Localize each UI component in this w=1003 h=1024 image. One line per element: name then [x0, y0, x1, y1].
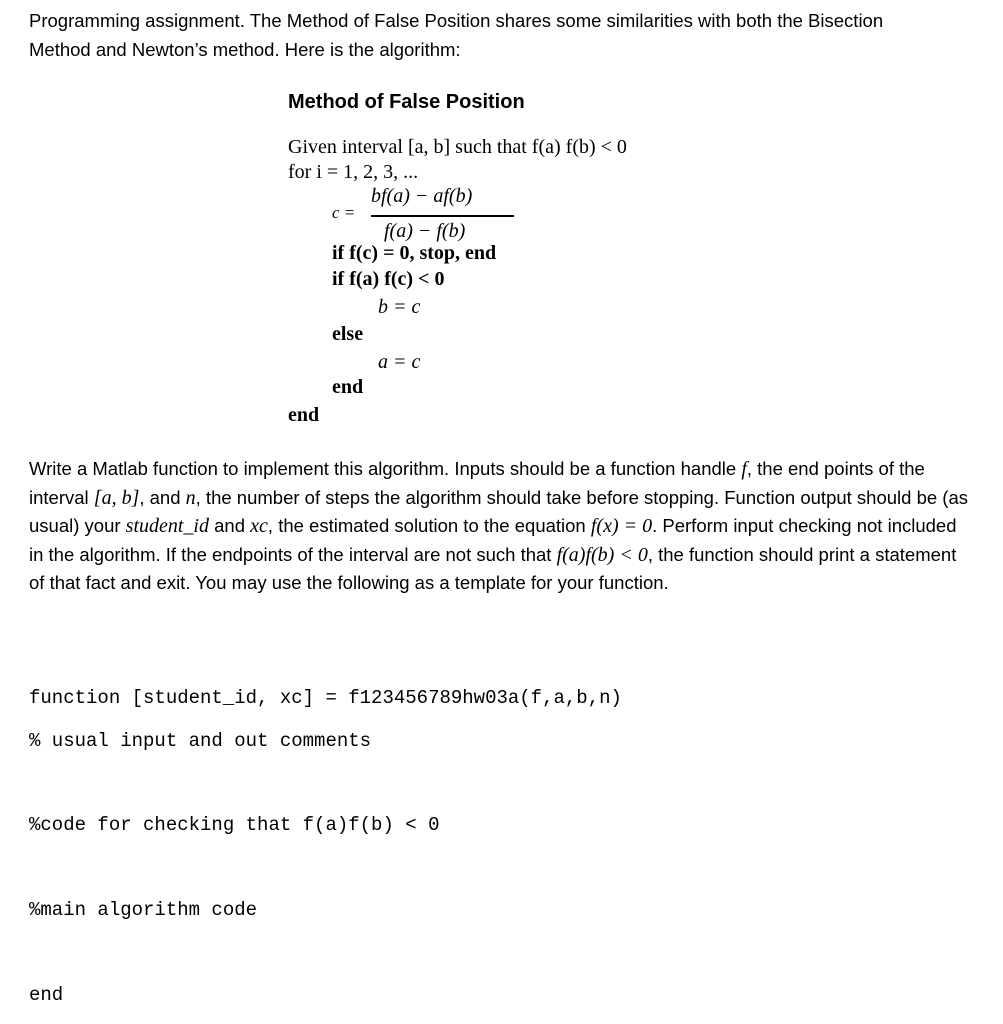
algorithm-if-stop: if f(c) = 0, stop, end	[332, 242, 497, 264]
paragraph-student-id: student_id	[125, 515, 209, 538]
paragraph-text-4: , the number of steps the algorithm should take before stopping. Function output should be (as usual) your	[29, 486, 968, 537]
assignment-paragraph	[29, 455, 974, 598]
paragraph-fx-equation: f(x) = 0	[590, 515, 653, 538]
algorithm-given-line: Given interval [a, b] such that f(a) f(b) < 0	[288, 136, 627, 158]
algorithm-b-eq-c: b = c	[378, 296, 421, 318]
paragraph-n-symbol: n	[185, 486, 196, 509]
algorithm-for-line: for i = 1, 2, 3, ...	[288, 161, 419, 183]
paragraph-text-8: , the function should print a statement of that fact and exit. You may use the following as a template for your function.	[29, 543, 957, 594]
algorithm-else: else	[332, 323, 364, 345]
paragraph-xc: xc	[250, 515, 268, 538]
paragraph-text-1: Write a Matlab function to implement this algorithm. Inputs should be a function handle	[29, 458, 742, 479]
algorithm-a-eq-c: a = c	[378, 351, 421, 373]
paragraph-text-6: , the estimated solution to the equation	[267, 515, 591, 537]
algorithm-end-inner: end	[332, 376, 364, 398]
paragraph-f-symbol: f	[741, 458, 747, 480]
code-end: end	[29, 984, 64, 1006]
paragraph-text-7: . Perform input checking not included in the algorithm. If the endpoints of the interval are not such that	[29, 515, 957, 565]
paragraph-text-2: , the end points of the interval	[29, 458, 925, 508]
intro-line-1: Programming assignment. The Method of False Position shares some similarities with both the Bisection	[29, 10, 884, 31]
algorithm-title: Method of False Position	[288, 91, 525, 113]
paragraph-interval: [a, b]	[93, 486, 140, 509]
code-comment-usual: % usual input and out comments	[29, 730, 372, 752]
intro-line-2: Method and Newton’s method. Here is the algorithm:	[29, 39, 461, 60]
fraction-bar	[371, 215, 514, 217]
code-function-signature: function [student_id, xc] = f123456789hw03a(f,a,b,n)	[29, 687, 622, 709]
paragraph-text-5: and	[209, 515, 251, 537]
code-comment-main: %main algorithm code	[29, 899, 258, 921]
algorithm-if-sign: if f(a) f(c) < 0	[332, 268, 445, 290]
fraction-denominator: f(a) − f(b)	[384, 220, 466, 242]
algorithm-end-outer: end	[288, 404, 320, 426]
paragraph-fafb-condition: f(a)f(b) < 0	[556, 543, 648, 566]
intro-text	[29, 6, 974, 64]
algorithm-c-equals: c =	[332, 203, 356, 222]
paragraph-text-3: , and	[139, 486, 186, 508]
fraction-numerator: bf(a) − af(b)	[371, 185, 473, 207]
code-comment-checking: %code for checking that f(a)f(b) < 0	[29, 814, 440, 836]
